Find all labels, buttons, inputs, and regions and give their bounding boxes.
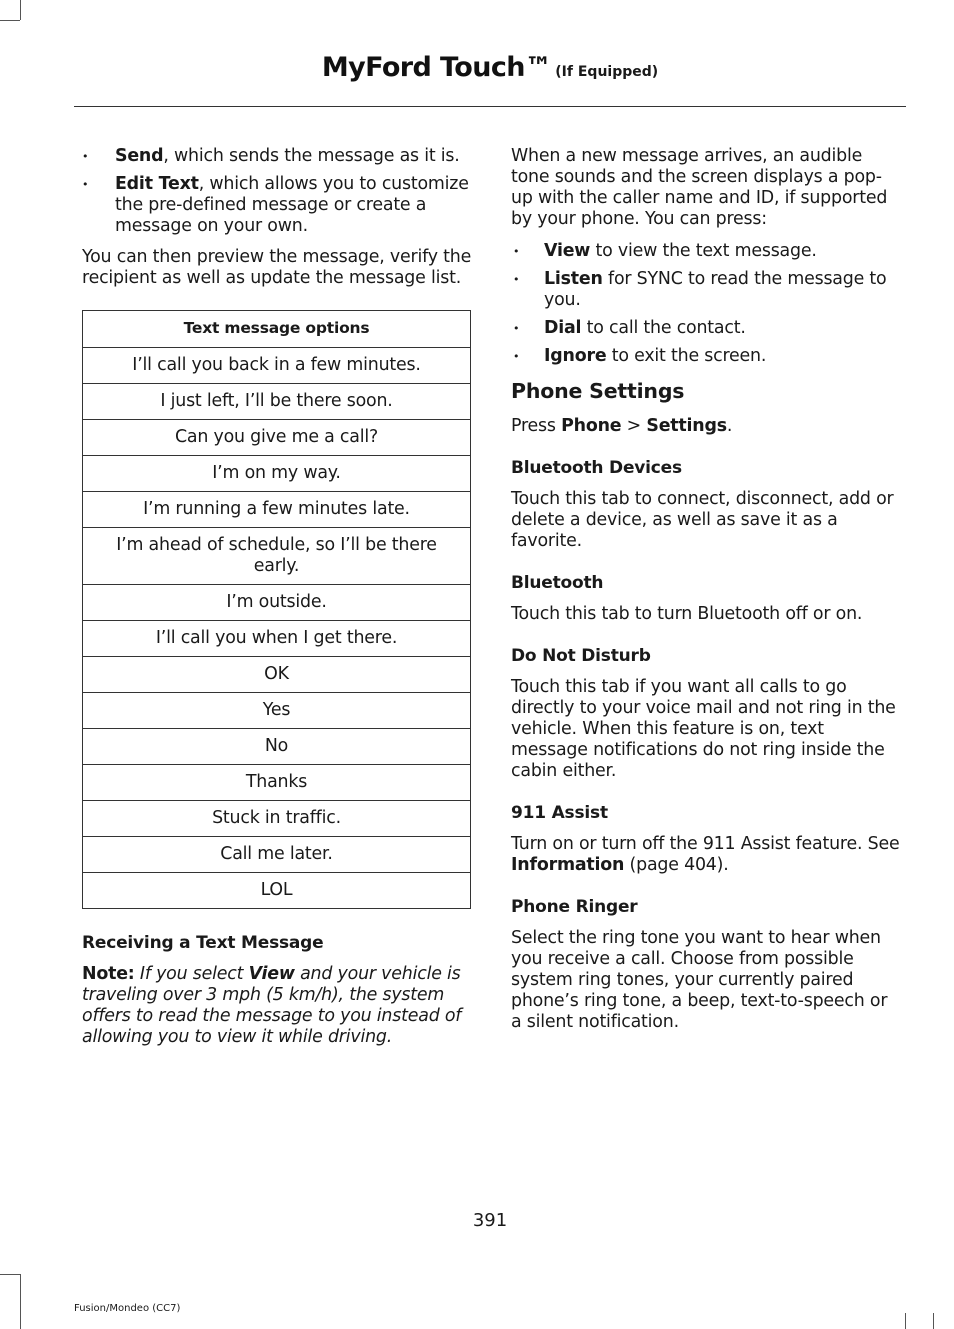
list-item <box>511 346 903 367</box>
left-bullet-list <box>82 146 472 237</box>
list-item <box>82 146 472 167</box>
bullet-term: Send <box>115 146 164 166</box>
preview-paragraph: You can then preview the message, verify the recipient as well as update the message list. <box>82 247 472 288</box>
page-header <box>74 52 906 107</box>
crop-mark <box>933 1313 934 1329</box>
page-number: 391 <box>472 1210 508 1231</box>
assist-link: Information <box>511 855 625 875</box>
press-bold: Phone <box>561 416 622 436</box>
table-row: I just left, I’ll be there soon. <box>83 384 471 420</box>
table-row: I’ll call you back in a few minutes. <box>83 348 471 384</box>
bullet-term: View <box>544 241 591 261</box>
intro-paragraph: When a new message arrives, an audible tone sounds and the screen displays a pop-up with the caller name and ID, if supported by your phone. You can press: <box>511 146 888 229</box>
list-item <box>511 269 903 311</box>
section-text: Touch this tab to turn Bluetooth off or on. <box>511 604 863 624</box>
section-text: Touch this tab to connect, disconnect, add or delete a device, as well as save it as a favorite. <box>511 489 894 551</box>
list-item <box>511 318 903 339</box>
header-subtitle: (If Equipped) <box>555 64 659 80</box>
note-paragraph <box>82 964 472 1048</box>
section-heading: Bluetooth Devices <box>511 458 682 478</box>
footer-model: Fusion/Mondeo (CC7) <box>74 1303 181 1314</box>
list-item <box>82 174 472 237</box>
table-row: I’m on my way. <box>83 456 471 492</box>
crop-mark <box>20 0 21 20</box>
press-text: . <box>726 416 733 436</box>
press-instruction <box>511 416 903 437</box>
table-row: Thanks <box>83 765 471 801</box>
crop-mark <box>0 1274 20 1275</box>
list-item <box>511 241 903 262</box>
table-row: LOL <box>83 873 471 909</box>
table-row: Call me later. <box>83 837 471 873</box>
section-text: Touch this tab if you want all calls to go directly to your voice mail and not ring in the vehicle. When this feature is on, text message notifications do not ring inside the cabin either. <box>511 677 896 781</box>
bullet-text: to call the contact. <box>581 318 746 338</box>
table-header: Text message options <box>83 311 471 348</box>
crop-mark <box>0 20 20 21</box>
bullet-term: Listen <box>544 269 603 289</box>
bullet-text: to exit the screen. <box>606 346 767 366</box>
press-text: > <box>621 416 647 436</box>
press-bold: Settings <box>646 416 727 436</box>
section-text <box>511 834 903 876</box>
right-column <box>511 146 903 1044</box>
table-row: I’m ahead of schedule, so I’ll be there early. <box>83 528 471 585</box>
table-row: I’m running a few minutes late. <box>83 492 471 528</box>
section-heading: 911 Assist <box>511 803 608 823</box>
bullet-term: Dial <box>544 318 582 338</box>
note-text: If you select <box>134 964 249 984</box>
text-message-options-table <box>82 310 471 909</box>
section-heading: Phone Ringer <box>511 897 638 917</box>
bullet-text: , which allows you to customize the pre-defined message or create a message on your own. <box>115 174 469 236</box>
table-row: Stuck in traffic. <box>83 801 471 837</box>
note-text: and your vehicle is traveling over 3 mph (5 km/h), the system offers to read the message to you instead of allowing you to view it while driving. <box>82 964 462 1047</box>
receiving-heading: Receiving a Text Message <box>82 933 324 953</box>
table-row: Yes <box>83 693 471 729</box>
note-label: Note: <box>82 964 135 984</box>
left-column <box>82 146 472 1059</box>
table-row: Can you give me a call? <box>83 420 471 456</box>
table-row: OK <box>83 657 471 693</box>
crop-mark <box>905 1313 906 1329</box>
table-row: I’ll call you when I get there. <box>83 621 471 657</box>
note-bold: View <box>248 964 295 984</box>
section-text: Select the ring tone you want to hear when you receive a call. Choose from possible system ring tones, your currently paired phone’s ring tone, a beep, text-to-speech or a silent notification. <box>511 928 888 1032</box>
bullet-term: Ignore <box>544 346 607 366</box>
bullet-text: for SYNC to read the message to you. <box>544 269 887 310</box>
press-text: Press <box>511 416 562 436</box>
section-heading: Bluetooth <box>511 573 604 593</box>
bullet-term: Edit Text <box>115 174 199 194</box>
assist-text: (page 404). <box>624 855 729 875</box>
right-bullet-list <box>511 241 903 367</box>
section-heading: Do Not Disturb <box>511 646 651 666</box>
table-row: No <box>83 729 471 765</box>
table-row: I’m outside. <box>83 585 471 621</box>
header-title: MyFord Touch™ <box>321 52 552 83</box>
phone-settings-heading: Phone Settings <box>511 379 685 403</box>
assist-text: Turn on or turn off the 911 Assist feature. See <box>511 834 900 854</box>
crop-mark <box>20 1274 21 1329</box>
bullet-text: to view the text message. <box>590 241 817 261</box>
bullet-text: , which sends the message as it is. <box>163 146 460 166</box>
